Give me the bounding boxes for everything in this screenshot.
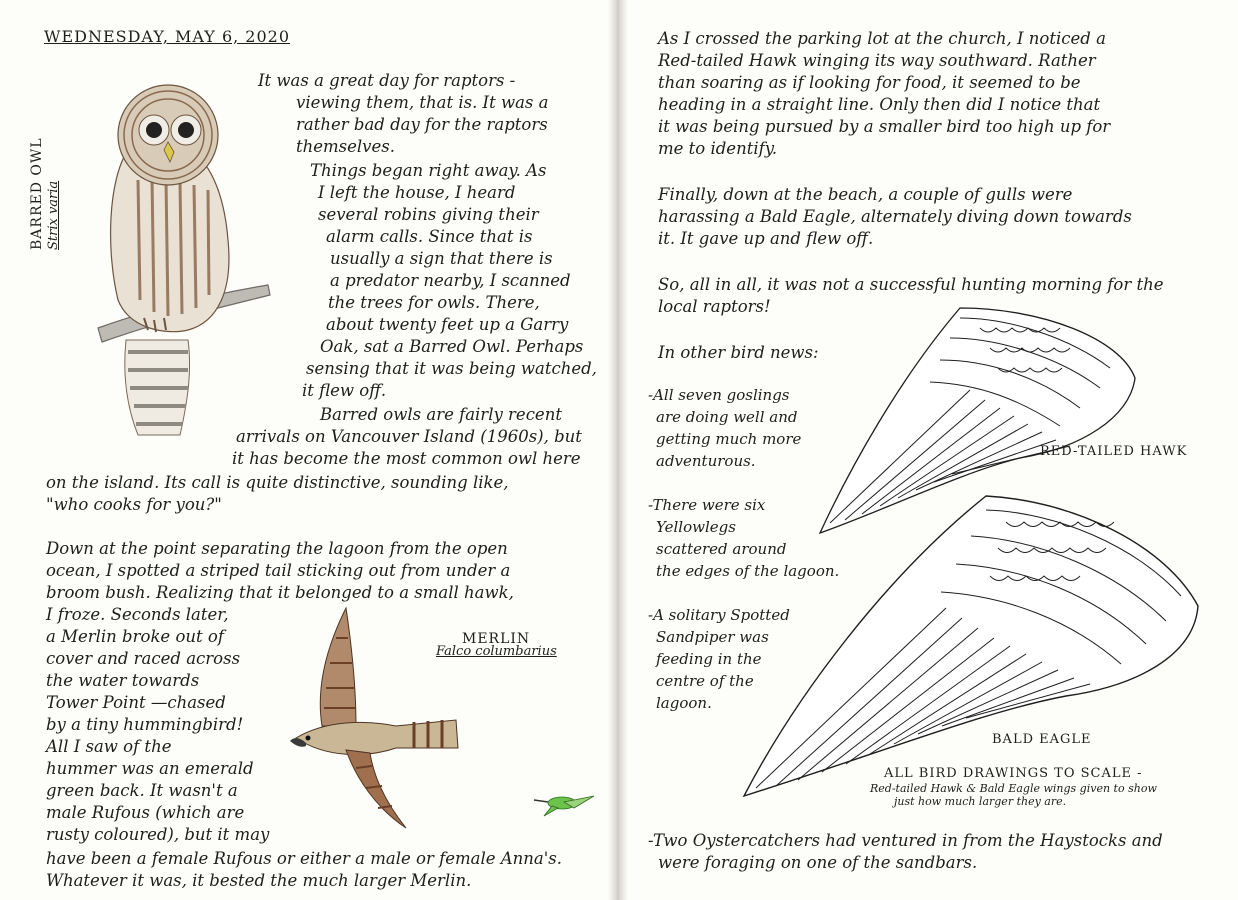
eagle-wing-label: BALD EAGLE [992, 732, 1092, 747]
news-item-line: lagoon. [656, 694, 712, 712]
merlin-line: green back. It wasn't a [46, 781, 238, 800]
intro-line: the trees for owls. There, [328, 293, 540, 312]
hummingbird-illustration [534, 790, 598, 820]
merlin-line: Down at the point separating the lagoon from the open [46, 539, 508, 558]
merlin-line: cover and raced across [46, 649, 241, 668]
merlin-line: ocean, I spotted a striped tail sticking out from under a [46, 561, 511, 580]
news-item-line: centre of the [656, 672, 754, 690]
intro-line: sensing that it was being watched, [306, 359, 597, 378]
intro-line: arrivals on Vancouver Island (1960s), but [236, 427, 582, 446]
merlin-line: Whatever it was, it bested the much larger Merlin. [46, 871, 472, 890]
news-item-line: getting much more [656, 430, 802, 448]
intro-line: alarm calls. Since that is [326, 227, 533, 246]
news-item-line: adventurous. [656, 452, 756, 470]
merlin-line: Tower Point —chased [46, 693, 226, 712]
summary-line: local raptors! [658, 297, 771, 316]
intro-line: I left the house, I heard [318, 183, 516, 202]
book-gutter [608, 0, 628, 900]
intro-line: themselves. [296, 137, 395, 156]
intro-line: usually a sign that there is [330, 249, 553, 268]
news-item-line: -A solitary Spotted [648, 606, 790, 624]
intro-line: It was a great day for raptors - [258, 71, 516, 90]
journal-date: WEDNESDAY, MAY 6, 2020 [44, 27, 291, 46]
merlin-common-name: MERLIN [462, 631, 531, 647]
intro-line: rather bad day for the raptors [296, 115, 548, 134]
merlin-latin-name: Falco columbarius [436, 644, 557, 659]
hawk-line: me to identify. [658, 139, 778, 158]
intro-line: it has become the most common owl here [232, 449, 581, 468]
merlin-line: a Merlin broke out of [46, 627, 224, 646]
intro-line: it flew off. [302, 381, 387, 400]
news-item-line: Sandpiper was [656, 628, 769, 646]
eagle-line: harassing a Bald Eagle, alternately diving down towards [658, 207, 1132, 226]
merlin-line: I froze. Seconds later, [46, 605, 229, 624]
hawk-wing-label: RED-TAILED HAWK [1040, 444, 1188, 459]
owl-common-name: BARRED OWL [29, 137, 45, 250]
intro-line: about twenty feet up a Garry [326, 315, 569, 334]
intro-line: viewing them, that is. It was a [296, 93, 549, 112]
scale-note-line-2: just how much larger they are. [894, 795, 1067, 808]
scale-note-line-1: Red-tailed Hawk & Bald Eagle wings given to show [870, 782, 1157, 795]
oyster-line: were foraging on one of the sandbars. [658, 853, 978, 872]
scale-note-heading: ALL BIRD DRAWINGS TO SCALE - [884, 766, 1143, 781]
other-news-heading: In other bird news: [658, 343, 819, 362]
merlin-line: rusty coloured), but it may [46, 825, 270, 844]
intro-line: Oak, sat a Barred Owl. Perhaps [320, 337, 584, 356]
hawk-line: As I crossed the parking lot at the church, I noticed a [658, 29, 1106, 48]
hawk-line: than soaring as if looking for food, it seemed to be [658, 73, 1081, 92]
merlin-line: the water towards [46, 671, 200, 690]
news-item-line: scattered around [656, 540, 787, 558]
owl-label [28, 137, 62, 250]
hawk-line: heading in a straight line. Only then did I notice that [658, 95, 1101, 114]
news-item-line: feeding in the [656, 650, 762, 668]
intro-line: Barred owls are fairly recent [320, 405, 562, 424]
intro-line: on the island. Its call is quite distinctive, sounding like, [46, 473, 509, 492]
intro-line: several robins giving their [318, 205, 539, 224]
intro-line: Things began right away. As [310, 161, 547, 180]
news-item-line: -All seven goslings [648, 386, 790, 404]
intro-line: a predator nearby, I scanned [330, 271, 571, 290]
news-item-line: Yellowlegs [656, 518, 736, 536]
eagle-line: it. It gave up and flew off. [658, 229, 874, 248]
summary-line: So, all in all, it was not a successful hunting morning for the [658, 275, 1164, 294]
intro-line: "who cooks for you?" [46, 495, 222, 514]
barred-owl-illustration [88, 90, 278, 440]
merlin-line: broom bush. Realizing that it belonged to a small hawk, [46, 583, 514, 602]
oyster-line: -Two Oystercatchers had ventured in from the Haystocks and [648, 831, 1163, 850]
owl-latin-name: Strix varia [46, 180, 61, 250]
news-item-line: -There were six [648, 496, 766, 514]
bald-eagle-wing-illustration [736, 496, 1204, 800]
merlin-illustration [286, 608, 466, 833]
merlin-line: male Rufous (which are [46, 803, 245, 822]
merlin-line: by a tiny hummingbird! [46, 715, 244, 734]
eagle-line: Finally, down at the beach, a couple of gulls were [658, 185, 1073, 204]
news-item-line: are doing well and [656, 408, 798, 426]
hawk-line: it was being pursued by a smaller bird too high up for [658, 117, 1111, 136]
merlin-line: have been a female Rufous or either a male or female Anna's. [46, 849, 562, 868]
merlin-line: All I saw of the [46, 737, 172, 756]
news-item-line: the edges of the lagoon. [656, 562, 840, 580]
merlin-line: hummer was an emerald [46, 759, 254, 778]
hawk-line: Red-tailed Hawk winging its way southward. Rather [658, 51, 1096, 70]
